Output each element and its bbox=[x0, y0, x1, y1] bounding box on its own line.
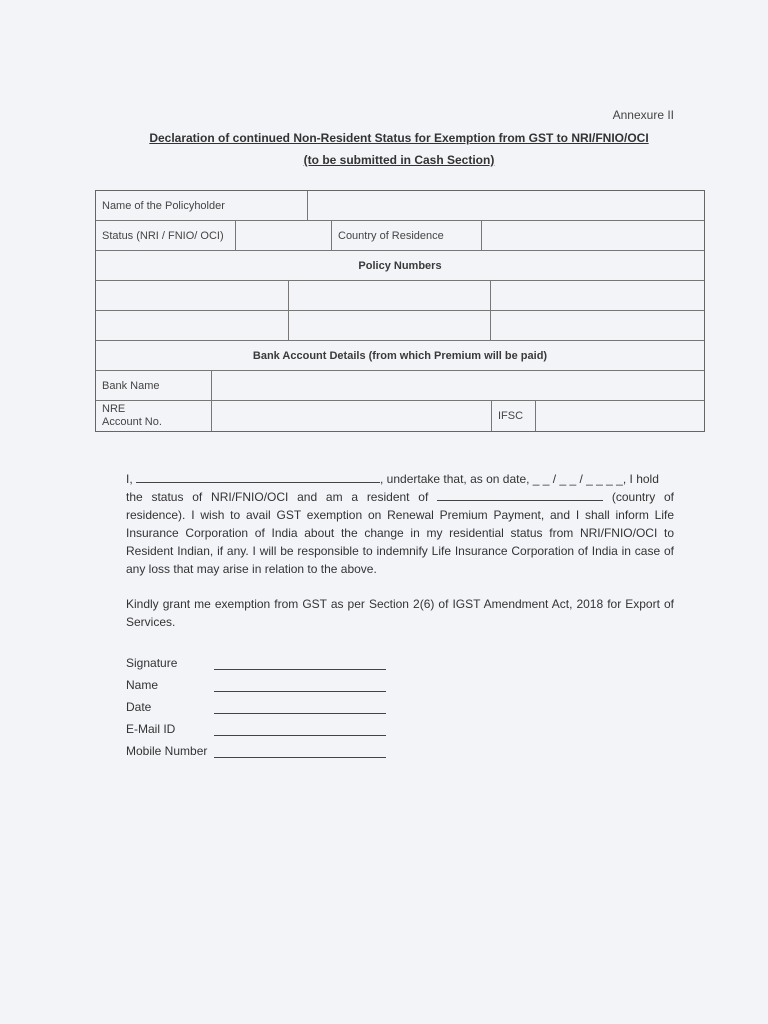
row-bank-details-header bbox=[96, 341, 704, 371]
name-label: Name bbox=[126, 678, 159, 692]
mobile-row bbox=[126, 736, 386, 758]
declaration-status-text: the status of NRI/FNIO/OCI and am a resident of bbox=[126, 490, 429, 504]
policyholder-label: Name of the Policyholder bbox=[96, 191, 308, 220]
row-policy-numbers-1 bbox=[96, 281, 704, 311]
form-title: Declaration of continued Non-Resident Status for Exemption from GST to NRI/FNIO/OCI bbox=[149, 131, 649, 145]
country-of-residence-blank[interactable] bbox=[437, 489, 603, 501]
policy-numbers-label: Policy Numbers bbox=[358, 259, 442, 272]
policy-number-field[interactable] bbox=[491, 311, 704, 340]
bank-name-field[interactable] bbox=[212, 371, 704, 400]
signature-row bbox=[126, 648, 386, 670]
policy-details-table bbox=[95, 190, 705, 432]
nre-label-line2: Account No. bbox=[102, 416, 162, 428]
email-row bbox=[126, 714, 386, 736]
policy-number-field[interactable] bbox=[289, 311, 491, 340]
mobile-label: Mobile Number bbox=[126, 744, 208, 758]
declaration-country-text: (country of residence). bbox=[126, 490, 674, 522]
ifsc-label: IFSC bbox=[492, 401, 536, 431]
country-field[interactable] bbox=[482, 221, 704, 250]
declaration-rest: I wish to avail GST exemption on Renewal Premium Payment, and I shall inform Life Insurance Corporation of India about the change in my residential status from NRI/FNIO/OCI to Resident Indian, if any. I will be responsible to indemnify Life Insurance Corporation of India in case of any loss that may arise in relation to the above. bbox=[126, 508, 674, 576]
policy-number-field[interactable] bbox=[289, 281, 491, 310]
mobile-line[interactable] bbox=[214, 746, 386, 758]
declaration-paragraph bbox=[126, 470, 674, 578]
email-label: E-Mail ID bbox=[126, 722, 176, 736]
policy-number-field[interactable] bbox=[491, 281, 704, 310]
row-status bbox=[96, 221, 704, 251]
email-line[interactable] bbox=[214, 724, 386, 736]
status-label: Status (NRI / FNIO/ OCI) bbox=[96, 221, 236, 250]
signature-block bbox=[126, 648, 386, 758]
name-line[interactable] bbox=[214, 680, 386, 692]
declaration-date-blank[interactable]: _ _ / _ _ / _ _ _ _ bbox=[529, 472, 623, 486]
nre-account-label bbox=[96, 401, 212, 431]
policyholder-field[interactable] bbox=[308, 191, 704, 220]
declaration-hold: , I hold bbox=[622, 472, 659, 486]
annexure-label: Annexure II bbox=[612, 108, 674, 122]
date-row bbox=[126, 692, 386, 714]
exemption-request-paragraph: Kindly grant me exemption from GST as per Section 2(6) of IGST Amendment Act, 2018 for Export of Services. bbox=[126, 597, 674, 629]
declaration-i: I, bbox=[126, 472, 133, 486]
signature-line[interactable] bbox=[214, 658, 386, 670]
signature-label: Signature bbox=[126, 656, 178, 670]
policy-number-field[interactable] bbox=[96, 281, 289, 310]
nre-account-field[interactable] bbox=[212, 401, 492, 431]
form-subtitle: (to be submitted in Cash Section) bbox=[303, 153, 495, 167]
row-policy-numbers-header bbox=[96, 251, 704, 281]
declarant-name-blank[interactable] bbox=[136, 471, 380, 483]
date-label: Date bbox=[126, 700, 152, 714]
name-row bbox=[126, 670, 386, 692]
ifsc-field[interactable] bbox=[536, 401, 704, 431]
bank-name-label: Bank Name bbox=[96, 371, 212, 400]
status-field[interactable] bbox=[236, 221, 332, 250]
country-label: Country of Residence bbox=[332, 221, 482, 250]
row-bank-name bbox=[96, 371, 704, 401]
date-line[interactable] bbox=[214, 702, 386, 714]
row-nre-account bbox=[96, 401, 704, 431]
row-policyholder bbox=[96, 191, 704, 221]
row-policy-numbers-2 bbox=[96, 311, 704, 341]
bank-details-label: Bank Account Details (from which Premium will be paid) bbox=[252, 349, 548, 362]
declaration-undertake: , undertake that, as on date, bbox=[380, 472, 530, 486]
policy-number-field[interactable] bbox=[96, 311, 289, 340]
nre-label-line1: NRE bbox=[102, 403, 126, 415]
